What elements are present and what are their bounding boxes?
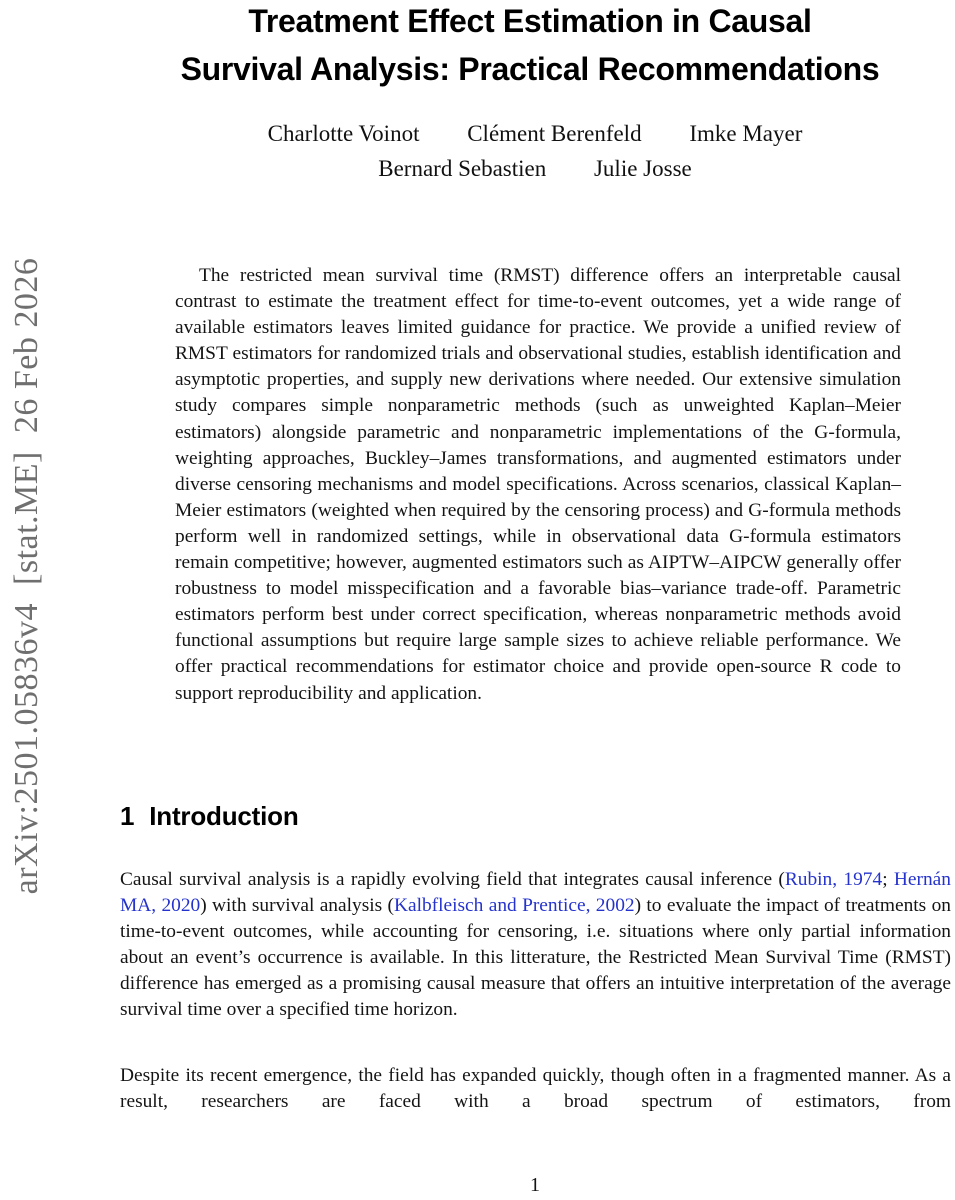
paper-title	[100, 0, 955, 93]
section-title: Introduction	[149, 801, 299, 831]
author-name: Julie Josse	[593, 156, 692, 181]
citation-link[interactable]: Hernán MA, 2020	[120, 869, 951, 916]
author-name: Imke Mayer	[689, 121, 803, 146]
citation-link[interactable]: Kalbfleisch and Prentice, 2002	[393, 894, 635, 916]
introduction-paragraph-1	[120, 867, 951, 1022]
text-run: ) with survival analysis (	[200, 894, 394, 916]
text-run: ) to evaluate the impact of treatments on time-to-event outcomes, while accounting for censoring, i.e. situations where only partial information about an event’s occurrence is available. In this litterature, the Restricted Mean Survival Time (RMST) difference has emerged as a promising causal measure that offers an intuitive interpretation of the average survival time over a specified time horizon.	[120, 894, 951, 1020]
introduction-paragraph-2: Despite its recent emergence, the field has expanded quickly, though often in a fragmented manner. As a result, researchers are faced with a broad spectrum of estimators, from	[120, 1065, 951, 1112]
abstract-paragraph: The restricted mean survival time (RMST) difference offers an interpretable causal contrast to estimate the treatment effect for time-to-event outcomes, yet a wide range of available estimators leaves limited guidance for practice. We provide a unified review of RMST estimators for randomized trials and observational studies, establish identification and asymptotic properties, and supply new derivations where needed. Our extensive simulation study compares simple nonparametric methods (such as unweighted Kaplan–Meier estimators) alongside parametric and nonparametric implementations of the G-formula, weighting approaches, Buckley–James transformations, and augmented estimators under diverse censoring mechanisms and model specifications. Across scenarios, classical Kaplan–Meier estimators (weighted when required by the censoring process) and G-formula methods perform well in randomized settings, while in observational data G-formula estimators remain competitive; however, augmented estimators such as AIPTW–AIPCW generally offer robustness to model misspecification and a favorable bias–variance trade-off. Parametric estimators perform best under correct specification, whereas nonparametric methods avoid functional assumptions but require large sample sizes to achieve reliable performance. We offer practical recommendations for estimator choice and provide open-source R code to support reproducibility and application.	[175, 265, 901, 704]
citation-link[interactable]: Rubin, 1974	[784, 869, 883, 890]
author-name: Bernard Sebastien	[378, 156, 547, 181]
paper-title-line-2: Survival Analysis: Practical Recommendations	[180, 51, 880, 87]
author-name: Clément Berenfeld	[467, 121, 642, 146]
author-list	[120, 116, 950, 186]
arxiv-sidebar-identifier: arXiv:2501.05836v4 [stat.ME] 26 Feb 2026	[8, 257, 45, 895]
text-run: ;	[882, 869, 894, 890]
paper-title-line-1: Treatment Effect Estimation in Causal	[248, 3, 812, 39]
author-name: Charlotte Voinot	[267, 121, 420, 146]
author-row-1	[120, 116, 950, 151]
section-number: 1	[120, 801, 135, 831]
page-number: 1	[530, 1174, 540, 1196]
author-row-2	[120, 151, 950, 186]
section-heading-introduction	[120, 801, 950, 832]
text-run: Causal survival analysis is a rapidly evolving field that integrates causal inference (	[120, 869, 785, 890]
